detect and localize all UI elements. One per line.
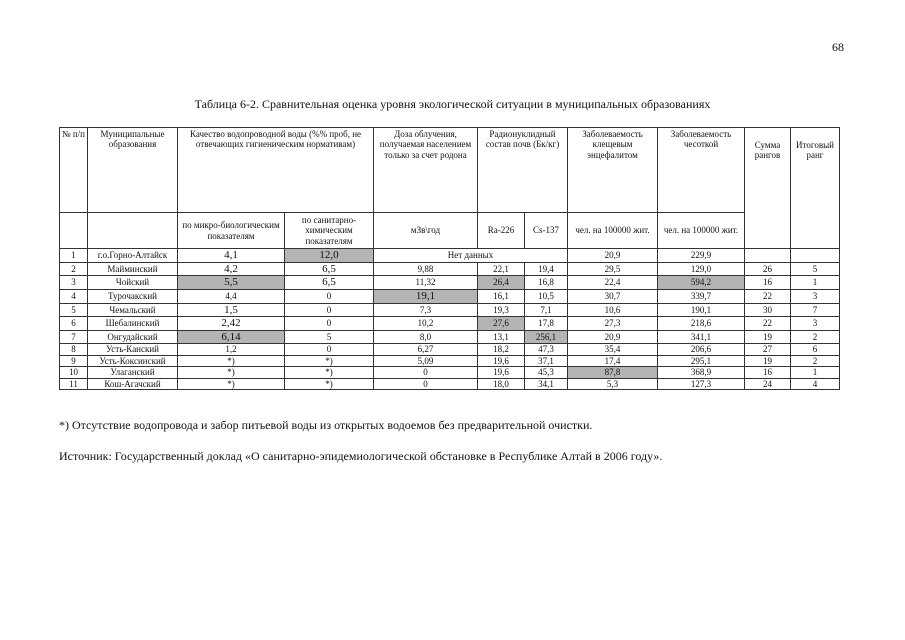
header-radon: Доза облучения, получаемая населением только за счет родона [374,128,478,213]
cell-micro: *) [178,355,285,366]
cell-chem: 5 [285,330,374,344]
cell-enc: 29,5 [568,262,658,276]
cell-name: Майминский [88,262,178,276]
header-radionuclide: Радионуклидный состав почв (Бк/кг) [478,128,568,213]
cell-sum: 22 [745,317,791,331]
cell-radon: 0 [374,378,478,389]
cell-radon: 5,09 [374,355,478,366]
cell-sum: 22 [745,289,791,303]
cell-cs137: 37,1 [525,355,568,366]
cell-ra226: 19,3 [478,303,525,317]
cell-radon: 6,27 [374,344,478,355]
cell-ra226: 18,0 [478,378,525,389]
cell-micro: 1,2 [178,344,285,355]
cell-chem: 6,5 [285,276,374,290]
table-row [60,344,840,355]
cell-name: Турочакский [88,289,178,303]
header-num: № п/п [60,128,88,213]
cell-micro: 6,14 [178,330,285,344]
cell-scab: 129,0 [658,262,745,276]
cell-sum: 27 [745,344,791,355]
cell-cs137: 45,3 [525,367,568,378]
cell-enc: 87,8 [568,367,658,378]
cell-scab: 206,6 [658,344,745,355]
cell-ra226: 19,6 [478,367,525,378]
cell-cs137: 7,1 [525,303,568,317]
cell-ra226: 26,4 [478,276,525,290]
cell-sum [745,249,791,263]
cell-micro: 2,42 [178,317,285,331]
cell-rank: 6 [791,344,840,355]
cell-ra226: 27,6 [478,317,525,331]
table-caption: Таблица 6-2. Сравнительная оценка уровня экологической ситуации в муниципальных образованиях [194,97,711,111]
cell-name: Чойский [88,276,178,290]
cell-rank: 3 [791,317,840,331]
header-sum-ranks: Сумма рангов [745,128,791,249]
cell-rank: 2 [791,330,840,344]
cell-num: 10 [60,367,88,378]
cell-enc: 22,4 [568,276,658,290]
cell-scab: 229,9 [658,249,745,263]
cell-num: 4 [60,289,88,303]
cell-sum: 26 [745,262,791,276]
cell-name: Кош-Агачский [88,378,178,389]
table-row [60,249,840,263]
page-number: 68 [832,40,844,54]
table-row [60,317,840,331]
header-radon-unit: мЗв\год [374,213,478,249]
cell-enc: 5,3 [568,378,658,389]
cell-sum: 16 [745,276,791,290]
table-row [60,276,840,290]
cell-scab: 190,1 [658,303,745,317]
cell-micro: 1,5 [178,303,285,317]
cell-radon: 0 [374,367,478,378]
table-row [60,355,840,366]
cell-name: г.о.Горно-Алтайск [88,249,178,263]
header-row-1 [60,128,840,213]
cell-num: 8 [60,344,88,355]
header-frequency-unit: чел. на 100000 жит. [658,213,745,249]
cell-chem: 0 [285,303,374,317]
cell-radon: 10,2 [374,317,478,331]
cell-scab: 339,7 [658,289,745,303]
cell-enc: 17,4 [568,355,658,366]
cell-sum: 24 [745,378,791,389]
cell-radon: 8,0 [374,330,478,344]
table-row [60,378,840,389]
header-row-2 [60,213,840,249]
cell-micro: *) [178,378,285,389]
header-encephalitis-unit: чел. на 100000 жит. [568,213,658,249]
cell-cs137: 34,1 [525,378,568,389]
cell-radon: 7,3 [374,303,478,317]
cell-cs137: 47,3 [525,344,568,355]
cell-ra226: 19,6 [478,355,525,366]
cell-rank: 2 [791,355,840,366]
cell-micro: 4,2 [178,262,285,276]
cell-chem: *) [285,367,374,378]
header-ra226: Ra-226 [478,213,525,249]
header-encephalitis: Заболеваемость клещевым энцефалитом [568,128,658,213]
cell-num: 6 [60,317,88,331]
cell-enc: 20,9 [568,249,658,263]
cell-num: 9 [60,355,88,366]
cell-radon: 19,1 [374,289,478,303]
header-water-chem: по санитарно-химическим показателям [285,213,374,249]
cell-chem: 0 [285,344,374,355]
cell-sum: 19 [745,355,791,366]
cell-cs137: 17,8 [525,317,568,331]
cell-scab: 127,3 [658,378,745,389]
cell-radon: 11,32 [374,276,478,290]
table-row [60,367,840,378]
table-row [60,330,840,344]
table-row [60,289,840,303]
cell-radon: 9,88 [374,262,478,276]
header-municipality: Муниципальные образования [88,128,178,213]
cell-cs137: 256,1 [525,330,568,344]
cell-name: Чемальский [88,303,178,317]
cell-no-data: Нет данных [374,249,568,263]
cell-micro: *) [178,367,285,378]
cell-ra226: 18,2 [478,344,525,355]
header-water-quality: Качество водопроводной воды (%% проб, не отвечающих гигиеническим нормативам) [178,128,374,213]
cell-num: 7 [60,330,88,344]
cell-name: Усть-Коксинский [88,355,178,366]
header-final-rank: Итоговый ранг [791,128,840,249]
cell-chem: 0 [285,317,374,331]
cell-micro: 4,1 [178,249,285,263]
cell-sum: 30 [745,303,791,317]
cell-ra226: 16,1 [478,289,525,303]
cell-enc: 30,7 [568,289,658,303]
table-row [60,262,840,276]
cell-ra226: 22,1 [478,262,525,276]
footnote: *) Отсутствие водопровода и забор питьевой воды из открытых водоемов без предварительной очистки. [59,418,593,432]
cell-name: Шебалинский [88,317,178,331]
cell-chem: *) [285,378,374,389]
ecology-table [59,127,840,390]
cell-micro: 4,4 [178,289,285,303]
cell-rank: 7 [791,303,840,317]
cell-name: Улаганский [88,367,178,378]
cell-chem: 0 [285,289,374,303]
cell-chem: *) [285,355,374,366]
cell-rank: 1 [791,367,840,378]
cell-cs137: 16,8 [525,276,568,290]
cell-rank: 3 [791,289,840,303]
cell-rank: 4 [791,378,840,389]
cell-scab: 218,6 [658,317,745,331]
cell-scab: 594,2 [658,276,745,290]
cell-name: Усть-Канский [88,344,178,355]
header-frequency: Заболеваемость чесоткой [658,128,745,213]
cell-scab: 295,1 [658,355,745,366]
cell-chem: 6,5 [285,262,374,276]
cell-micro: 5,5 [178,276,285,290]
cell-chem: 12,0 [285,249,374,263]
cell-scab: 341,1 [658,330,745,344]
cell-scab: 368,9 [658,367,745,378]
cell-rank: 1 [791,276,840,290]
cell-rank [791,249,840,263]
cell-num: 5 [60,303,88,317]
header-water-micro: по микро-биологическим показателям [178,213,285,249]
cell-enc: 10,6 [568,303,658,317]
table-row [60,303,840,317]
cell-num: 11 [60,378,88,389]
cell-cs137: 19,4 [525,262,568,276]
header-municipality-sub [88,213,178,249]
cell-num: 2 [60,262,88,276]
header-cs137: Cs-137 [525,213,568,249]
header-num-sub [60,213,88,249]
cell-num: 3 [60,276,88,290]
cell-name: Онгудайский [88,330,178,344]
cell-num: 1 [60,249,88,263]
cell-sum: 19 [745,330,791,344]
source-note: Источник: Государственный доклад «О санитарно-эпидемиологической обстановке в Республике Алтай в 2006 году». [59,449,663,463]
cell-rank: 5 [791,262,840,276]
cell-ra226: 13,1 [478,330,525,344]
cell-sum: 16 [745,367,791,378]
cell-enc: 35,4 [568,344,658,355]
cell-enc: 27,3 [568,317,658,331]
cell-enc: 20,9 [568,330,658,344]
cell-cs137: 10,5 [525,289,568,303]
